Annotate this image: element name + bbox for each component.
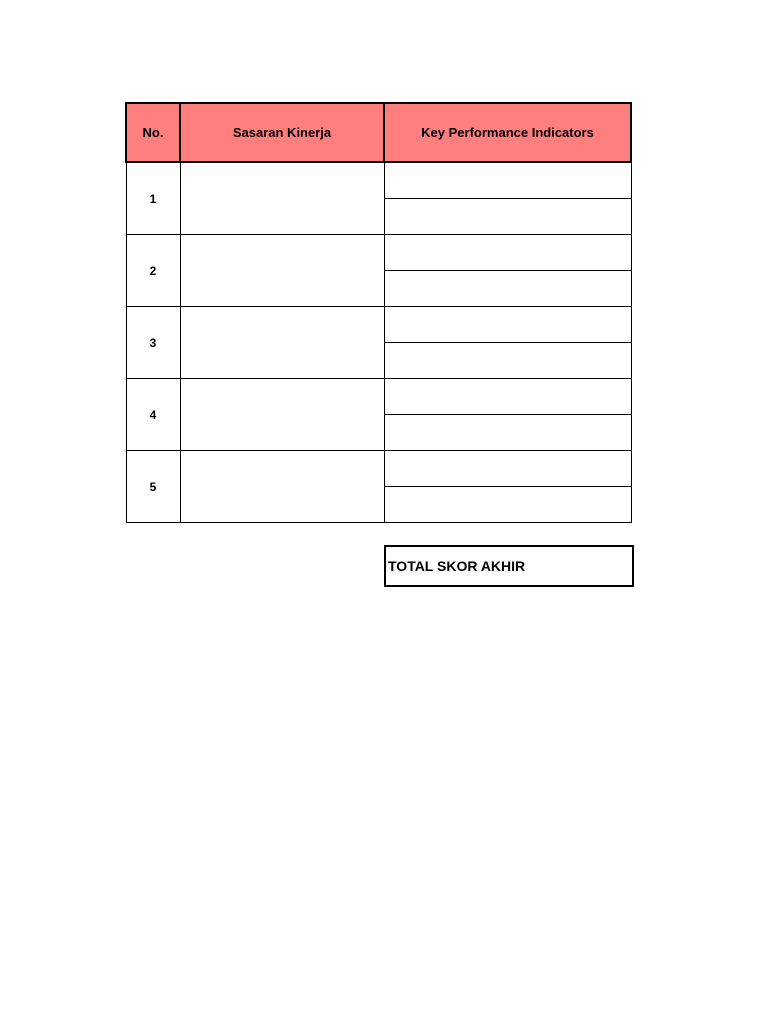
header-no: No. [126,103,180,162]
total-skor-akhir-box [384,545,634,587]
table-row [126,235,631,271]
table-row [126,307,631,343]
table-row [126,451,631,487]
header-key-performance-indicators: Key Performance Indicators [384,103,631,162]
table-row [126,162,631,199]
kpi-cell[interactable] [384,162,631,199]
kpi-cell[interactable] [384,343,631,379]
total-skor-akhir-label: TOTAL SKOR AKHIR [388,558,526,574]
table-body [126,162,631,523]
kpi-cell[interactable] [384,307,631,343]
row-number: 5 [126,451,180,523]
kpi-cell[interactable] [384,451,631,487]
row-number: 3 [126,307,180,379]
row-number: 2 [126,235,180,307]
sasaran-kinerja-cell[interactable] [180,307,384,379]
row-number: 4 [126,379,180,451]
sasaran-kinerja-cell[interactable] [180,451,384,523]
kpi-cell[interactable] [384,415,631,451]
kpi-cell[interactable] [384,235,631,271]
table-row [126,379,631,415]
kpi-cell[interactable] [384,379,631,415]
kpi-cell[interactable] [384,487,631,523]
kpi-table [125,102,632,523]
header-sasaran-kinerja: Sasaran Kinerja [180,103,384,162]
kpi-cell[interactable] [384,199,631,235]
table-header [126,103,631,162]
row-number: 1 [126,162,180,235]
sasaran-kinerja-cell[interactable] [180,235,384,307]
header-row [126,103,631,162]
kpi-cell[interactable] [384,271,631,307]
sasaran-kinerja-cell[interactable] [180,379,384,451]
sasaran-kinerja-cell[interactable] [180,162,384,235]
